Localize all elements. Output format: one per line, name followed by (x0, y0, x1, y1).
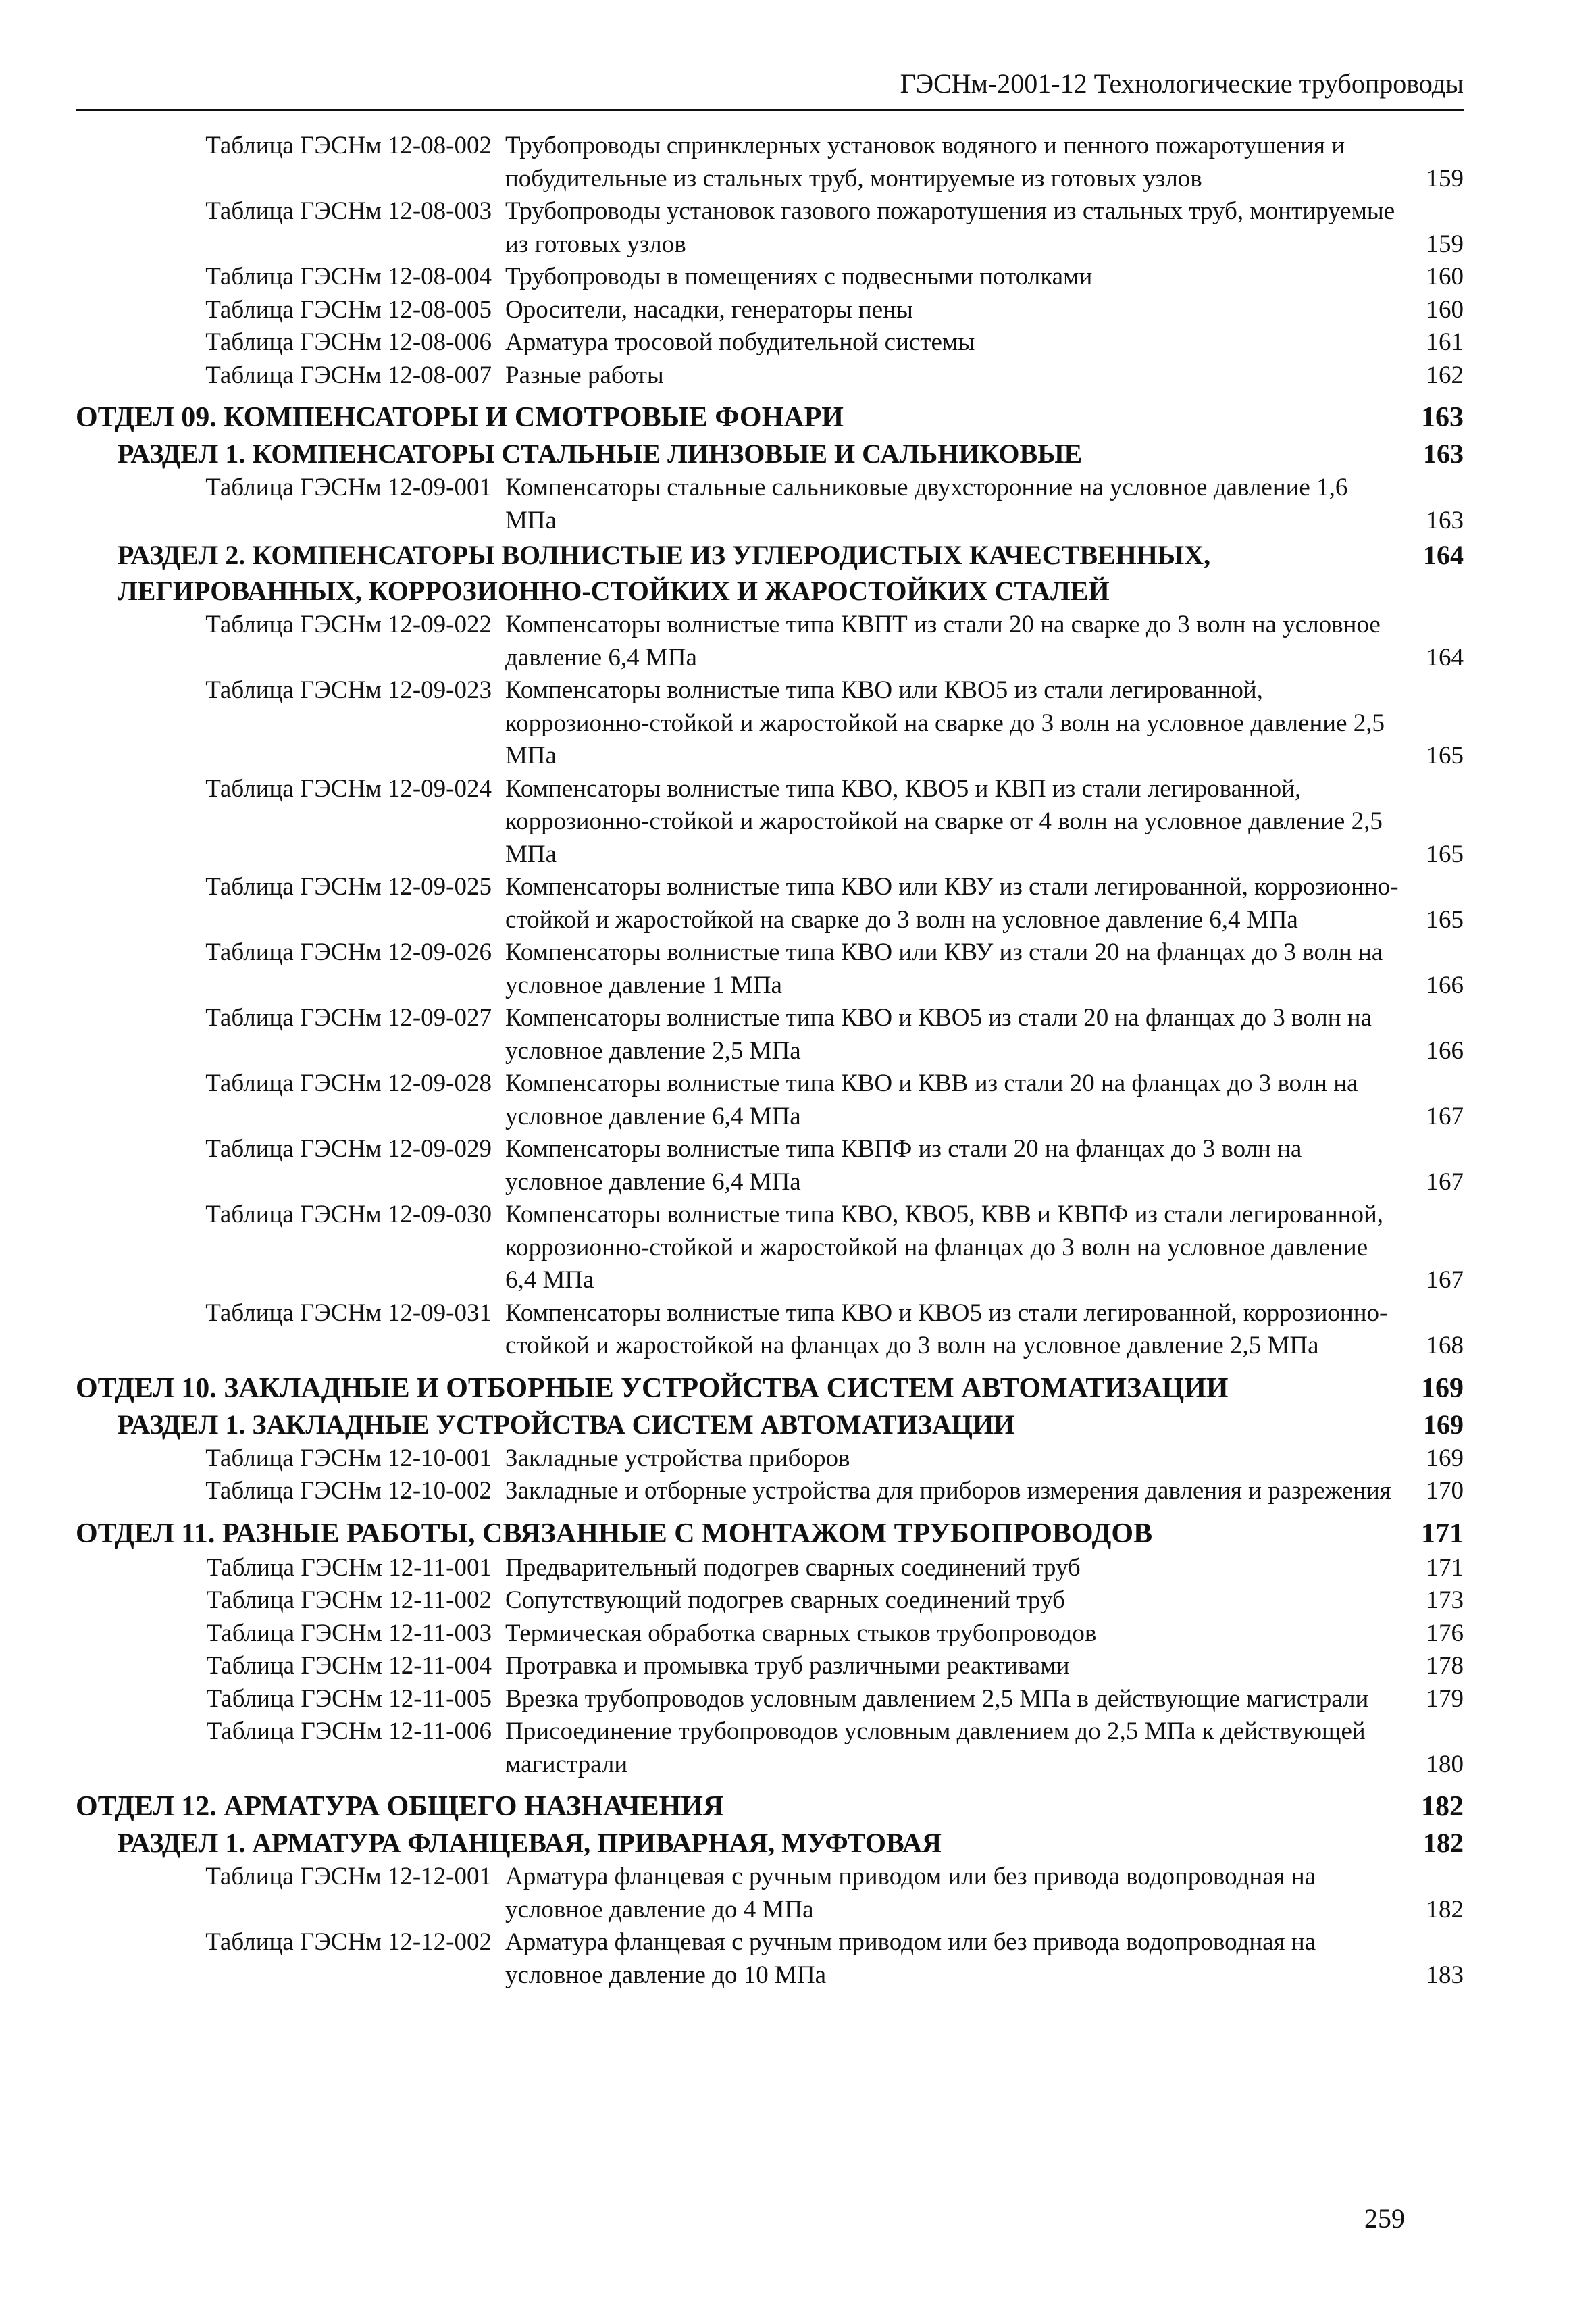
section-title: ОТДЕЛ 12. АРМАТУРА ОБЩЕГО НАЗНАЧЕНИЯ (76, 1791, 724, 1822)
table-title: Арматура тросовой побудительной системы (505, 328, 975, 356)
toc-table-entry[interactable] (76, 1926, 1464, 1992)
toc-razdel-heading[interactable] (76, 1407, 1464, 1442)
toc-table-entry[interactable] (76, 1715, 1464, 1781)
page-ref: 164 (1426, 643, 1464, 672)
page-ref: 164 (1423, 540, 1464, 570)
table-title: Компенсаторы стальные сальниковые двухсторонние на условное давление 1,6 МПа (505, 474, 1348, 534)
toc-table-entry[interactable] (76, 1584, 1464, 1617)
page-ref: 165 (1426, 840, 1464, 868)
toc-razdel-heading[interactable] (76, 537, 1464, 609)
table-title: Предварительный подогрев сварных соединений труб (505, 1553, 1081, 1582)
table-code: Таблица ГЭСНм 12-11-003 (206, 1619, 492, 1647)
toc-otdel-heading[interactable] (76, 1516, 1464, 1552)
toc-table-entry[interactable] (76, 472, 1464, 537)
toc-table-entry[interactable] (76, 1861, 1464, 1926)
page-ref: 160 (1426, 295, 1464, 324)
table-title: Присоединение трубопроводов условным давлением до 2,5 МПа к действующей магистрали (505, 1717, 1366, 1778)
table-title: Компенсаторы волнистые типа КВО, КВО5 и КВП из стали легированной, коррозионно-стойкой и жаростойкой на сварке от 4 волн на условное давление 2,5 МПа (505, 774, 1383, 868)
toc-table-entry[interactable] (76, 1442, 1464, 1476)
page-ref: 169 (1423, 1409, 1464, 1440)
table-code: Таблица ГЭСНм 12-09-023 (205, 676, 492, 704)
table-code: Таблица ГЭСНм 12-12-002 (205, 1928, 492, 1956)
table-code: Таблица ГЭСНм 12-11-005 (206, 1684, 492, 1713)
table-title: Трубопроводы в помещениях с подвесными потолками (505, 263, 1093, 291)
toc-table-entry[interactable] (76, 1617, 1464, 1651)
table-code: Таблица ГЭСНм 12-11-002 (206, 1586, 492, 1614)
table-code: Таблица ГЭСНм 12-09-025 (205, 873, 492, 901)
table-title: Компенсаторы волнистые типа КВО или КВО5 из стали легированной, коррозионно-стойкой и жаростойкой на сварке до 3 волн на условное давление 2,5 МПа (505, 676, 1385, 770)
toc-table-entry[interactable] (76, 1002, 1464, 1067)
toc-razdel-heading[interactable] (76, 436, 1464, 472)
table-code: Таблица ГЭСНм 12-12-001 (205, 1863, 492, 1890)
page-ref: 166 (1426, 971, 1464, 999)
table-code: Таблица ГЭСНм 12-11-001 (206, 1553, 492, 1582)
table-title: Арматура фланцевая с ручным приводом или без привода водопроводная на условное давление до 10 МПа (505, 1928, 1316, 1989)
table-code: Таблица ГЭСНм 12-08-006 (205, 328, 492, 356)
toc-table-entry[interactable] (76, 1199, 1464, 1297)
section-title: РАЗДЕЛ 1. АРМАТУРА ФЛАНЦЕВАЯ, ПРИВАРНАЯ, МУФТОВАЯ (118, 1828, 942, 1858)
table-code: Таблица ГЭСНм 12-09-001 (205, 474, 492, 501)
table-code: Таблица ГЭСНм 12-09-030 (205, 1201, 492, 1228)
page-ref: 165 (1426, 742, 1464, 770)
toc-table-entry[interactable] (76, 1552, 1464, 1585)
table-title: Компенсаторы волнистые типа КВО или КВУ из стали легированной, коррозионно-стойкой и жаростойкой на сварке до 3 волн на условное давление 6,4 МПа (505, 873, 1399, 934)
page-ref: 168 (1426, 1332, 1464, 1359)
table-title: Компенсаторы волнистые типа КВО и КВВ из стали 20 на фланцах до 3 волн на условное давление 6,4 МПа (505, 1070, 1358, 1130)
table-title: Компенсаторы волнистые типа КВО или КВУ из стали 20 на фланцах до 3 волн на условное давление 1 МПа (505, 938, 1383, 999)
page-ref: 159 (1426, 230, 1464, 258)
table-code: Таблица ГЭСНм 12-09-022 (205, 611, 492, 638)
table-code: Таблица ГЭСНм 12-08-002 (205, 132, 492, 159)
section-title: ОТДЕЛ 10. ЗАКЛАДНЫЕ И ОТБОРНЫЕ УСТРОЙСТВА СИСТЕМ АВТОМАТИЗАЦИИ (76, 1372, 1229, 1404)
table-title: Трубопроводы спринклерных установок водяного и пенного пожаротушения и побудительные из стальных труб, монтируемые из готовых узлов (505, 132, 1345, 193)
section-title: ОТДЕЛ 09. КОМПЕНСАТОРЫ И СМОТРОВЫЕ ФОНАРИ (76, 402, 844, 433)
toc-table-entry[interactable] (76, 674, 1464, 773)
table-code: Таблица ГЭСНм 12-08-005 (205, 295, 492, 324)
toc-table-entry[interactable] (76, 609, 1464, 674)
table-code: Таблица ГЭСНм 12-10-001 (205, 1444, 492, 1472)
table-code: Таблица ГЭСНм 12-09-029 (205, 1135, 492, 1163)
table-of-contents (76, 130, 1464, 1992)
toc-table-entry[interactable] (76, 195, 1464, 261)
table-code: Таблица ГЭСНм 12-10-002 (205, 1477, 492, 1505)
section-title: РАЗДЕЛ 1. КОМПЕНСАТОРЫ СТАЛЬНЫЕ ЛИНЗОВЫЕ И САЛЬНИКОВЫЕ (118, 438, 1083, 469)
page-ref: 161 (1426, 328, 1464, 356)
table-code: Таблица ГЭСНм 12-11-004 (206, 1652, 492, 1680)
running-header (76, 66, 1464, 111)
toc-table-entry[interactable] (76, 936, 1464, 1002)
table-title: Компенсаторы волнистые типа КВО и КВО5 из стали легированной, коррозионно-стойкой и жаростойкой на фланцах до 3 волн на условное давление 2,5 МПа (505, 1299, 1388, 1359)
table-title: Термическая обработка сварных стыков трубопроводов (505, 1619, 1097, 1647)
table-title: Арматура фланцевая с ручным приводом или без привода водопроводная на условное давление до 4 МПа (505, 1863, 1316, 1923)
page-ref: 163 (1421, 402, 1464, 433)
table-title: Компенсаторы волнистые типа КВПТ из стали 20 на сварке до 3 волн на условное давление 6,4 МПа (505, 611, 1381, 672)
table-code: Таблица ГЭСНм 12-08-004 (205, 263, 492, 291)
table-code: Таблица ГЭСНм 12-08-007 (205, 361, 492, 389)
page-ref: 160 (1426, 263, 1464, 291)
table-code: Таблица ГЭСНм 12-09-028 (205, 1070, 492, 1097)
toc-table-entry[interactable] (76, 1133, 1464, 1199)
page-ref: 182 (1423, 1828, 1464, 1858)
page-ref: 180 (1426, 1750, 1464, 1778)
toc-otdel-heading[interactable] (76, 1789, 1464, 1825)
section-title: РАЗДЕЛ 2. КОМПЕНСАТОРЫ ВОЛНИСТЫЕ ИЗ УГЛЕРОДИСТЫХ КАЧЕСТВЕННЫХ, ЛЕГИРОВАННЫХ, КОРРОЗИОННО-СТОЙКИХ И ЖАРОСТОЙКИХ СТАЛЕЙ (118, 540, 1211, 606)
table-code: Таблица ГЭСНм 12-09-031 (205, 1299, 492, 1327)
page-ref: 169 (1421, 1372, 1464, 1404)
page-ref: 167 (1426, 1167, 1464, 1196)
table-code: Таблица ГЭСНм 12-09-024 (205, 774, 492, 803)
toc-table-entry[interactable] (76, 1650, 1464, 1683)
toc-table-entry[interactable] (76, 1475, 1464, 1508)
section-title: ОТДЕЛ 11. РАЗНЫЕ РАБОТЫ, СВЯЗАННЫЕ С МОНТАЖОМ ТРУБОПРОВОДОВ (76, 1517, 1153, 1549)
table-title: Закладные устройства приборов (505, 1444, 850, 1472)
page-ref: 182 (1426, 1895, 1464, 1923)
page-ref: 178 (1426, 1652, 1464, 1680)
toc-table-entry[interactable] (76, 326, 1464, 359)
page-ref: 159 (1426, 164, 1464, 193)
table-title: Протравка и промывка труб различными реактивами (505, 1652, 1070, 1680)
page-ref: 165 (1426, 905, 1464, 934)
page-ref: 163 (1426, 506, 1464, 534)
page-ref: 179 (1426, 1684, 1464, 1713)
page-ref: 173 (1426, 1586, 1464, 1614)
toc-table-entry[interactable] (76, 294, 1464, 327)
table-code: Таблица ГЭСНм 12-11-006 (206, 1717, 492, 1745)
table-title: Трубопроводы установок газового пожаротушения из стальных труб, монтируемые из готовых узлов (505, 197, 1395, 258)
table-code: Таблица ГЭСНм 12-09-026 (205, 938, 492, 966)
toc-table-entry[interactable] (76, 359, 1464, 393)
table-title: Закладные и отборные устройства для приборов измерения давления и разрежения (505, 1477, 1391, 1505)
header-title: ГЭСНм-2001-12 Технологические трубопроводы (900, 68, 1464, 99)
table-title: Компенсаторы волнистые типа КВО и КВО5 из стали 20 на фланцах до 3 волн на условное давление 2,5 МПа (505, 1004, 1372, 1065)
toc-otdel-heading[interactable] (76, 400, 1464, 436)
page-ref: 171 (1426, 1553, 1464, 1582)
toc-otdel-heading[interactable] (76, 1371, 1464, 1407)
page-ref: 170 (1426, 1477, 1464, 1505)
table-title: Компенсаторы волнистые типа КВО, КВО5, КВВ и КВПФ из стали легированной, коррозионно-стойкой и жаростойкой на фланцах до 3 волн на условное давление 6,4 МПа (505, 1201, 1384, 1294)
section-title: РАЗДЕЛ 1. ЗАКЛАДНЫЕ УСТРОЙСТВА СИСТЕМ АВТОМАТИЗАЦИИ (118, 1409, 1015, 1440)
table-title: Компенсаторы волнистые типа КВПФ из стали 20 на фланцах до 3 волн на условное давление 6,4 МПа (505, 1135, 1302, 1196)
page-ref: 182 (1421, 1791, 1464, 1822)
table-title: Разные работы (505, 361, 664, 389)
toc-razdel-heading[interactable] (76, 1825, 1464, 1861)
page-ref: 167 (1426, 1266, 1464, 1294)
toc-table-entry[interactable] (76, 1683, 1464, 1716)
page-ref: 183 (1426, 1961, 1464, 1989)
table-title: Оросители, насадки, генераторы пены (505, 295, 913, 324)
page-ref: 169 (1426, 1444, 1464, 1472)
page-ref: 163 (1423, 438, 1464, 469)
page-ref: 171 (1421, 1517, 1464, 1549)
page-ref: 166 (1426, 1036, 1464, 1065)
page-number: 259 (1364, 2203, 1405, 2234)
page-ref: 176 (1426, 1619, 1464, 1647)
toc-table-entry[interactable] (76, 871, 1464, 936)
page-ref: 162 (1426, 361, 1464, 389)
toc-table-entry[interactable] (76, 261, 1464, 294)
toc-table-entry[interactable] (76, 1297, 1464, 1363)
toc-table-entry[interactable] (76, 773, 1464, 872)
table-title: Врезка трубопроводов условным давлением 2,5 МПа в действующие магистрали (505, 1684, 1369, 1713)
toc-table-entry[interactable] (76, 1067, 1464, 1133)
table-code: Таблица ГЭСНм 12-09-027 (205, 1004, 492, 1032)
toc-table-entry[interactable] (76, 130, 1464, 195)
table-title: Сопутствующий подогрев сварных соединений труб (505, 1586, 1065, 1614)
page-ref: 167 (1426, 1102, 1464, 1130)
table-code: Таблица ГЭСНм 12-08-003 (205, 197, 492, 225)
